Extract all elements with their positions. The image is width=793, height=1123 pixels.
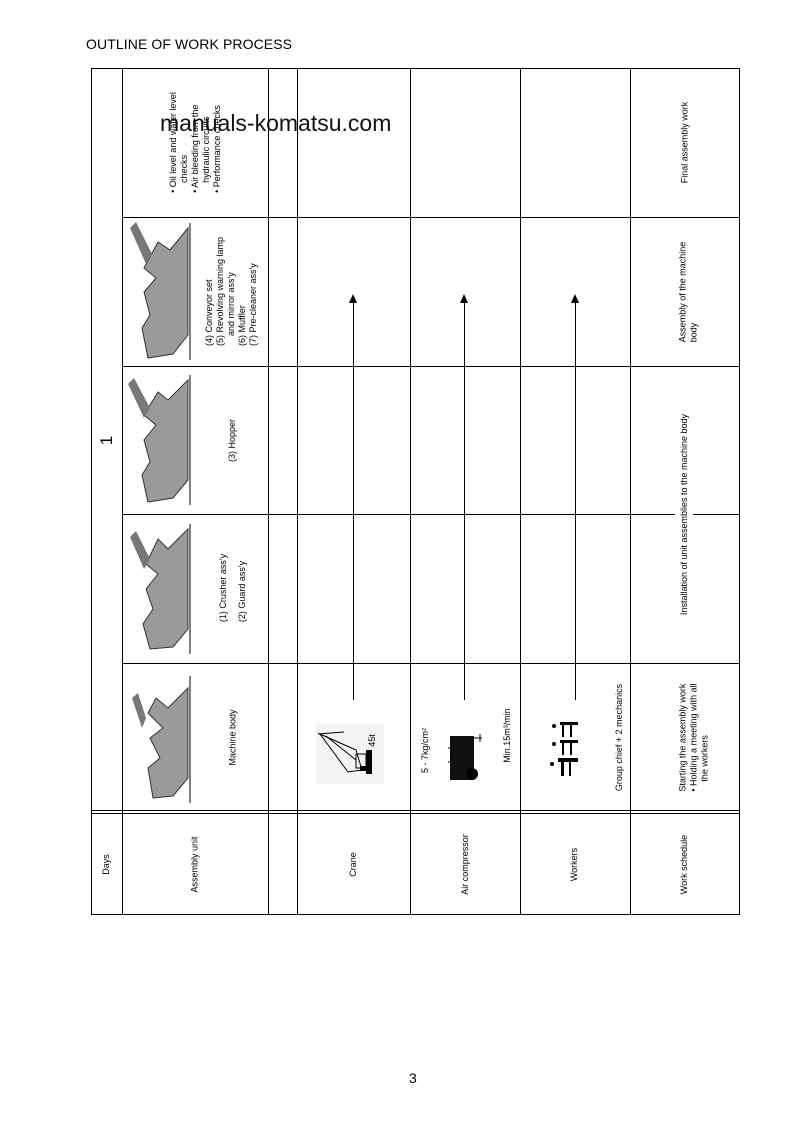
- workers-icon: [548, 720, 580, 780]
- header-workers-label: Workers: [569, 847, 580, 881]
- col-divider: [410, 68, 411, 915]
- header-assembly-unit: [122, 814, 268, 914]
- schedule-installation-label: Installation of unit assemblies to the machine body: [679, 413, 690, 616]
- machine-body-sketch-icon: [128, 668, 200, 808]
- header-air-compressor-label: Air compressor: [459, 833, 470, 895]
- crane-capacity: [360, 720, 384, 760]
- assembly-unit-step-5: [160, 68, 230, 217]
- header-workers: [520, 814, 630, 914]
- crane-duration-arrow: [353, 303, 354, 700]
- assembly-unit-text: [205, 237, 260, 346]
- arrow-up-icon: [460, 294, 468, 303]
- header-assembly-unit-label: Assembly unit: [189, 835, 200, 893]
- air-compressor-flow: [497, 680, 517, 790]
- header-days: [91, 814, 122, 914]
- assembly-unit-line: (3) Hopper: [227, 418, 238, 462]
- assembly-unit-line: (1) Crusher ass'y: [218, 553, 229, 623]
- assembly-unit-text: [228, 418, 239, 461]
- watermark: manuals-komatsu.com: [160, 110, 392, 136]
- assembly-unit-step-3: [200, 366, 266, 514]
- assembly-unit-line: (2) Guard ass'y: [237, 560, 248, 623]
- assembly-unit-line: hydraulic circuits: [200, 116, 211, 183]
- workers-crew: [612, 666, 628, 808]
- assembly-unit-text: [168, 92, 223, 193]
- schedule-installation: [676, 366, 694, 663]
- schedule-start-text: [678, 683, 711, 791]
- table-border-left: [91, 68, 92, 915]
- air-compressor-pressure: [415, 720, 435, 780]
- assembly-unit-line: (5) Revolving warning lamp: [215, 236, 226, 347]
- assembly-unit-line: and mirror ass'y: [226, 272, 237, 337]
- schedule-final-label: Final assembly work: [679, 101, 690, 184]
- schedule-assembly-text: [677, 241, 699, 342]
- workers-crew-label: Group chief + 2 mechanics: [614, 683, 625, 791]
- air-compressor-duration-arrow: [464, 303, 465, 700]
- hopper-assembly-sketch-icon: [128, 370, 200, 510]
- header-crane-label: Crane: [347, 851, 358, 877]
- arrow-up-icon: [349, 294, 357, 303]
- conveyor-assembly-sketch-icon: [128, 220, 200, 365]
- schedule-line: the workers: [699, 734, 710, 782]
- page-title: OUTLINE OF WORK PROCESS: [86, 36, 293, 52]
- row-divider-partial: [693, 514, 740, 515]
- assembly-unit-step-4: [197, 217, 267, 366]
- col-divider: [297, 68, 298, 915]
- schedule-final: [676, 68, 694, 217]
- assembly-unit-line: (7) Pre-cleaner ass'y: [248, 263, 259, 347]
- page-number: 3: [409, 1070, 417, 1086]
- header-days-label: Days: [100, 853, 111, 875]
- days-value: [91, 400, 122, 480]
- assembly-unit-line: checks: [178, 154, 189, 183]
- assembly-unit-line: (6) Muffler: [237, 305, 248, 347]
- crane-capacity-label: 45t: [366, 733, 377, 747]
- schedule-line: Starting the assembly work: [677, 683, 688, 792]
- air-compressor-pressure-label: 5 - 7kg/cm²: [419, 727, 430, 773]
- assembly-unit-line: • Air bleeding from the: [189, 104, 200, 193]
- assembly-unit-text: [227, 709, 238, 765]
- schedule-start: [664, 663, 724, 811]
- header-air-compressor: [410, 814, 520, 914]
- assembly-unit-step-2: [200, 514, 266, 662]
- assembly-unit-line: • Performance checks: [211, 105, 222, 193]
- air-compressor-flow-label: Min.15m³/min: [501, 707, 512, 763]
- col-divider: [520, 68, 521, 915]
- schedule-assembly: [668, 217, 708, 366]
- table-border-right: [739, 68, 740, 915]
- header-work-schedule: [630, 814, 739, 914]
- schedule-line: Assembly of the machine: [677, 241, 688, 342]
- assembly-unit-line: Machine body: [227, 708, 238, 766]
- header-work-schedule-label: Work schedule: [679, 834, 689, 894]
- days-number: 1: [97, 435, 116, 445]
- workers-duration-arrow: [575, 303, 576, 700]
- assembly-unit-text: [214, 554, 252, 622]
- row-divider-partial: [630, 514, 675, 515]
- header-divider: [91, 810, 740, 811]
- col-divider: [122, 68, 123, 915]
- col-divider: [268, 68, 269, 915]
- assembly-unit-line: • Oil level and water level: [167, 92, 178, 193]
- schedule-line: • Holding a meeting with all: [688, 682, 699, 792]
- col-divider: [630, 68, 631, 915]
- row-divider: [122, 514, 630, 515]
- arrow-up-icon: [571, 294, 579, 303]
- schedule-line: body: [688, 322, 699, 342]
- table-border-bottom: [91, 914, 740, 915]
- crusher-assembly-sketch-icon: [128, 519, 200, 659]
- air-compressor-icon: [448, 728, 488, 784]
- assembly-unit-line: (4) Conveyor set: [204, 279, 215, 347]
- assembly-unit-step-1: [200, 663, 266, 811]
- header-crane: [297, 814, 410, 914]
